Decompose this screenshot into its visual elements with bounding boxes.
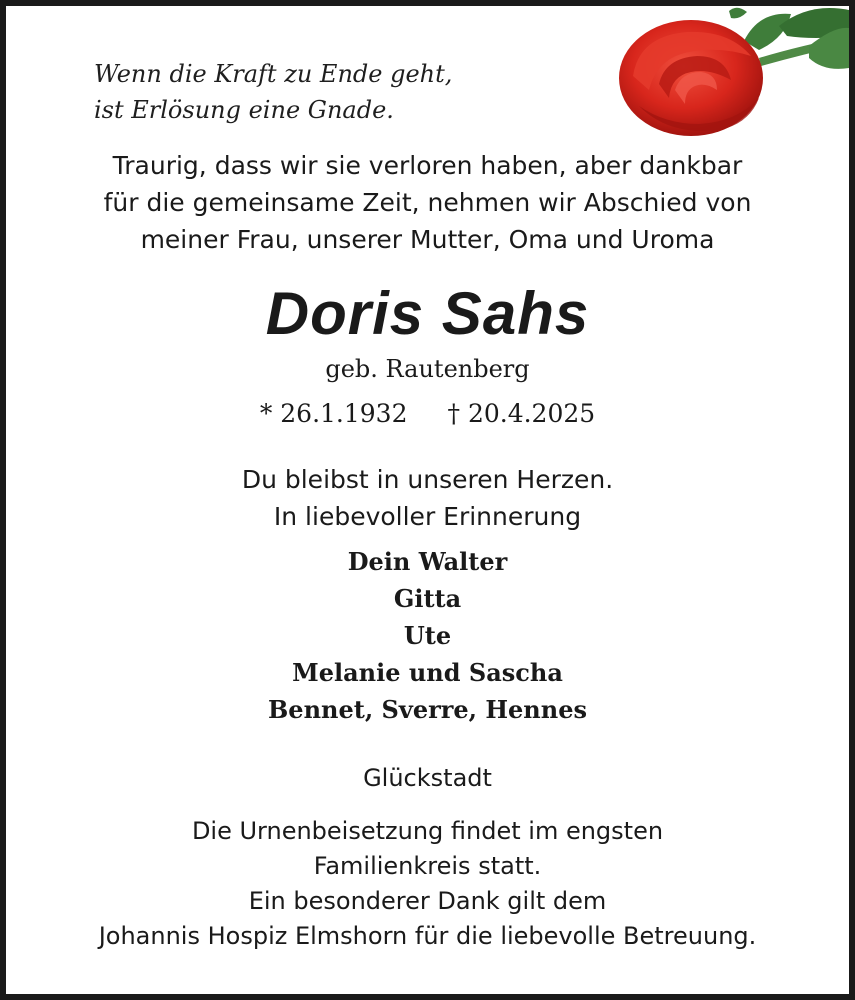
intro-line: Traurig, dass wir sie verloren haben, aber dankbar <box>112 151 743 180</box>
birth-date: * 26.1.1932 <box>259 399 408 428</box>
intro-line: meiner Frau, unserer Mutter, Oma und Uroma <box>140 225 715 254</box>
remembrance-line: Du bleibst in unseren Herzen. <box>241 465 614 494</box>
deceased-name: Doris Sahs <box>265 280 590 347</box>
remembrance-line: In liebevoller Erinnerung <box>273 502 582 531</box>
family-member: Ute <box>403 621 452 650</box>
motto-line: Wenn die Kraft zu Ende geht, <box>94 60 453 88</box>
death-date: † 20.4.2025 <box>447 399 596 428</box>
notice-line: Ein besonderer Dank gilt dem <box>248 887 607 915</box>
notice-line: Johannis Hospiz Elmshorn für die liebevolle Betreuung. <box>98 922 757 950</box>
maiden-name: geb. Rautenberg <box>325 355 530 383</box>
motto-line: ist Erlösung eine Gnade. <box>94 96 394 124</box>
place-name: Glückstadt <box>363 764 492 792</box>
motto-verse <box>94 56 452 128</box>
funeral-notice <box>6 814 849 954</box>
remembrance-text <box>6 461 849 535</box>
red-rose-icon <box>609 6 849 156</box>
family-list <box>6 543 849 728</box>
life-dates <box>6 394 849 434</box>
notice-line: Familienkreis statt. <box>313 852 542 880</box>
family-member: Melanie und Sascha <box>292 658 563 687</box>
family-member: Gitta <box>393 584 462 613</box>
intro-text <box>6 147 849 258</box>
notice-line: Die Urnenbeisetzung findet im engsten <box>191 817 664 845</box>
family-member: Dein Walter <box>347 547 508 576</box>
family-member: Bennet, Sverre, Hennes <box>268 695 587 724</box>
intro-line: für die gemeinsame Zeit, nehmen wir Abschied von <box>103 188 752 217</box>
